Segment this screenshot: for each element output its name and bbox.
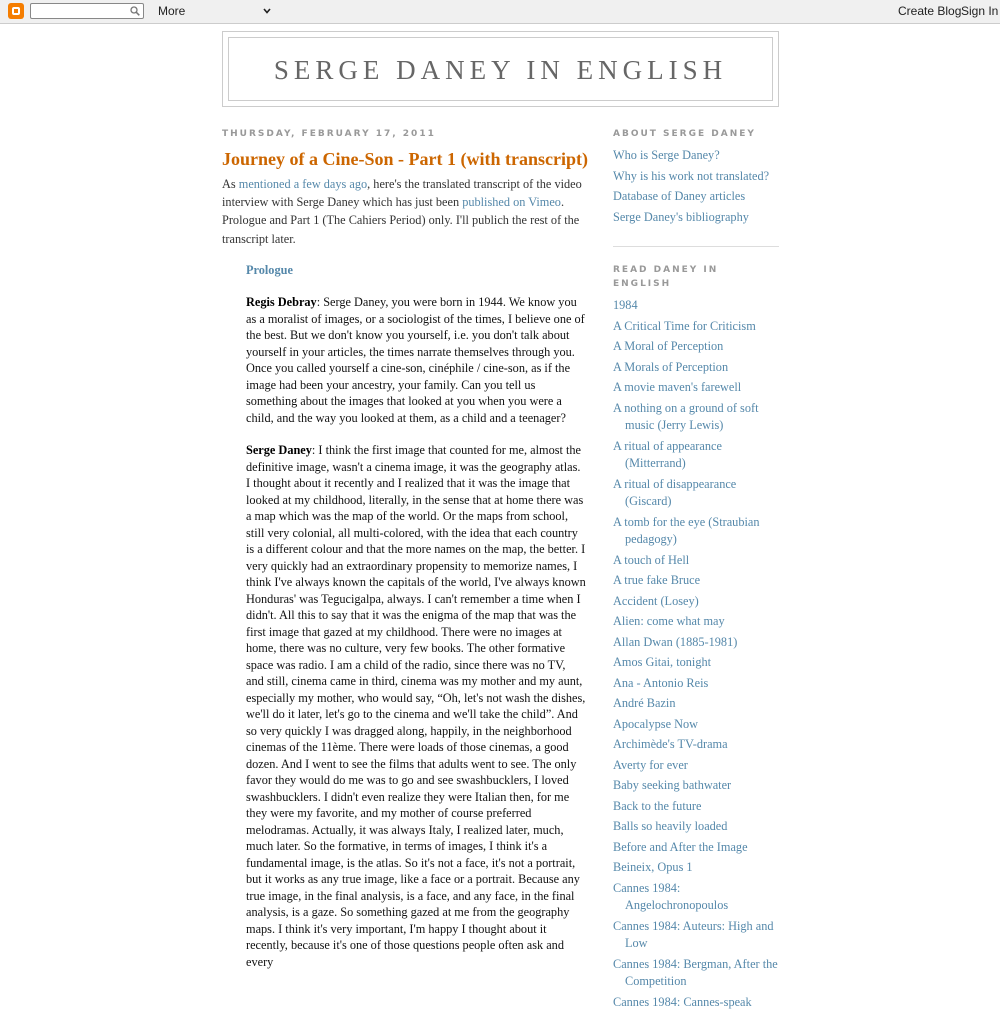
sidebar-divider xyxy=(613,246,779,247)
blog-header-inner xyxy=(228,37,773,101)
sidebar-link[interactable]: A movie maven's farewell xyxy=(613,380,742,394)
sidebar-link[interactable]: A ritual of disappearance (Giscard) xyxy=(613,476,737,508)
sidebar-link[interactable]: Database of Daney articles xyxy=(613,189,746,203)
sidebar-link[interactable]: A nothing on a ground of soft music (Jerry Lewis) xyxy=(613,400,759,432)
speaker-name: Serge Daney xyxy=(246,443,312,458)
sidebar-link[interactable]: Alien: come what may xyxy=(613,614,725,628)
sidebar-link[interactable]: Cannes 1984: Auteurs: High and Low xyxy=(613,918,774,950)
sidebar-link[interactable]: Archimède's TV-drama xyxy=(613,737,728,751)
sidebar-link[interactable]: Amos Gitai, tonight xyxy=(613,655,712,669)
sidebar-link[interactable]: A Moral of Perception xyxy=(613,339,724,353)
sidebar-link[interactable]: A ritual of appearance (Mitterrand) xyxy=(613,438,722,470)
intro-text-3: . Prologue and Part 1 (The Cahiers Period) only. I'll publich the rest of the transcript later. xyxy=(222,195,580,246)
sidebar-link[interactable]: Who is Serge Daney? xyxy=(613,148,720,162)
search-input[interactable] xyxy=(34,6,124,18)
sidebar-link[interactable]: A tomb for the eye (Straubian pedagogy) xyxy=(613,514,760,546)
sidebar-link[interactable]: Serge Daney's bibliography xyxy=(613,209,749,224)
more-menu-label[interactable]: More xyxy=(158,4,186,18)
prologue-heading: Prologue xyxy=(246,262,293,277)
vimeo-link[interactable]: published on Vimeo xyxy=(462,195,561,210)
navbar xyxy=(0,0,1000,24)
transcript-paragraph xyxy=(246,442,586,970)
blog-title[interactable]: SERGE DANEY IN ENGLISH xyxy=(273,55,728,85)
sidebar-link[interactable]: Before and After the Image xyxy=(613,839,748,854)
post-date: THURSDAY, FEBRUARY 17, 2011 xyxy=(222,129,436,139)
sidebar-link[interactable]: Apocalypse Now xyxy=(613,716,699,731)
sidebar-link[interactable]: André Bazin xyxy=(613,696,676,710)
sidebar-link[interactable]: Balls so heavily loaded xyxy=(613,819,728,833)
create-blog-link[interactable]: Create Blog xyxy=(898,4,962,18)
sidebar-link[interactable]: A Critical Time for Criticism xyxy=(613,318,756,333)
post-title[interactable]: Journey of a Cine-Son - Part 1 (with transcript) xyxy=(222,149,588,169)
about-links xyxy=(613,147,779,226)
blogger-logo-icon[interactable] xyxy=(8,3,24,19)
post-intro xyxy=(222,175,602,248)
read-links xyxy=(613,297,779,1011)
sidebar-link[interactable]: Cannes 1984: Cannes-speak xyxy=(613,994,752,1009)
sidebar-link[interactable]: Cannes 1984: Bergman, After the Competition xyxy=(613,956,778,988)
paragraph-text: : I think the first image that counted for me, almost the definitive image, wasn't a cinema image, it was the geography atlas. I thought about it recently and I realized that it was the image that looked at my childhood, literally, in the sense that at home there was a map which was the map of the world. Or the maps from school, still very colonial, all multi-colored, with the idea that each country is a different colour and that the more names on the map, the better. I very quickly had an extraordinary propensity to memorize names, I think I've always known the capitals of the world, I've always known Honduras' was Tegucigalpa, always. I can't remember a time when I didn't. All this to say that it was the enigma of the map that was the first image that gazed at my childhood. There were no images at home, there was no culture, very few books. The other formative space was radio. I am a child of the radio, since there was no TV, and still, cinema came in third, cinema was my mother and my aunt, especially my mother, who would say, “Oh, let's not wash the dishes, we'll do it later, let's go to the cinema and we'll take the child”. And so very quickly I was dragged along, happily, in the neighborhood cinemas of the 11ème. There were loads of those cinemas, a good dozen. And I went to see the films that adults went to see. The only favor they would do me was to go and see swashbucklers, I loved swashbucklers. I didn't even realize they were Italian then, for me they were my favorite, and my mother of course preferred melodramas. Actually, it was always Italy, I realized later, much, much later. So the formative, in terms of images, I think it's a fundamental image, is the atlas. So it's not a face, it's not a portrait, but it works as any true image, like a face or a portrait. Because any true image, in the final analysis, is a face, and any face, in the final analysis, is a gaze. So something gazed at me from the geography maps. I think it's very important, I'm happy I thought about it recently, because it's one of those questions people often ask and every xyxy=(246,443,586,969)
speaker-name: Regis Debray xyxy=(246,295,317,310)
transcript-paragraph xyxy=(246,294,586,426)
sidebar-link[interactable]: Ana - Antonio Reis xyxy=(613,675,709,690)
about-heading: ABOUT SERGE DANEY xyxy=(613,129,756,139)
sidebar-link[interactable]: Why is his work not translated? xyxy=(613,168,770,183)
sidebar-link[interactable]: A true fake Bruce xyxy=(613,573,701,587)
search-box[interactable] xyxy=(30,3,144,19)
paragraph-text: : Serge Daney, you were born in 1944. We know you as a moralist of images, or a sociologist of the times, I believe one of the best. But we don't know you yourself, i.e. you don't talk about yourself in your articles, the times narrate themselves through you. Once you called yourself a cine-son, cinéphile / cine-son, as if the image had been your ancestry, your family. Can you tell us something about the images that looked at you when you were a child, and the way you looked at them, as a child and a teenager? xyxy=(246,295,585,425)
sidebar-link[interactable]: Cannes 1984: Angelochronopoulos xyxy=(613,880,729,912)
transcript xyxy=(246,262,586,971)
sidebar-link[interactable]: A touch of Hell xyxy=(613,552,690,567)
mentioned-link[interactable]: mentioned a few days ago xyxy=(238,177,368,191)
search-icon[interactable] xyxy=(130,6,140,16)
blog-header xyxy=(222,31,779,107)
intro-text-1: As xyxy=(222,177,239,191)
sidebar-link[interactable]: Beineix, Opus 1 xyxy=(613,860,693,874)
intro-text-2: , here's the translated transcript of the video interview with Serge Daney which has just been xyxy=(222,177,582,210)
sidebar-link[interactable]: 1984 xyxy=(613,298,638,312)
read-heading: READ DANEY IN ENGLISH xyxy=(613,265,719,289)
sign-in-link[interactable]: Sign In xyxy=(961,4,999,18)
sidebar-link[interactable]: Averty for ever xyxy=(613,757,688,772)
main-column xyxy=(222,127,602,970)
sidebar-link[interactable]: Baby seeking bathwater xyxy=(613,778,732,792)
sidebar xyxy=(613,127,779,1014)
sidebar-link[interactable]: A Morals of Perception xyxy=(613,359,729,374)
chevron-down-icon[interactable] xyxy=(262,4,272,18)
sidebar-link[interactable]: Back to the future xyxy=(613,798,702,813)
sidebar-link[interactable]: Accident (Losey) xyxy=(613,593,699,608)
sidebar-link[interactable]: Allan Dwan (1885-1981) xyxy=(613,634,738,649)
